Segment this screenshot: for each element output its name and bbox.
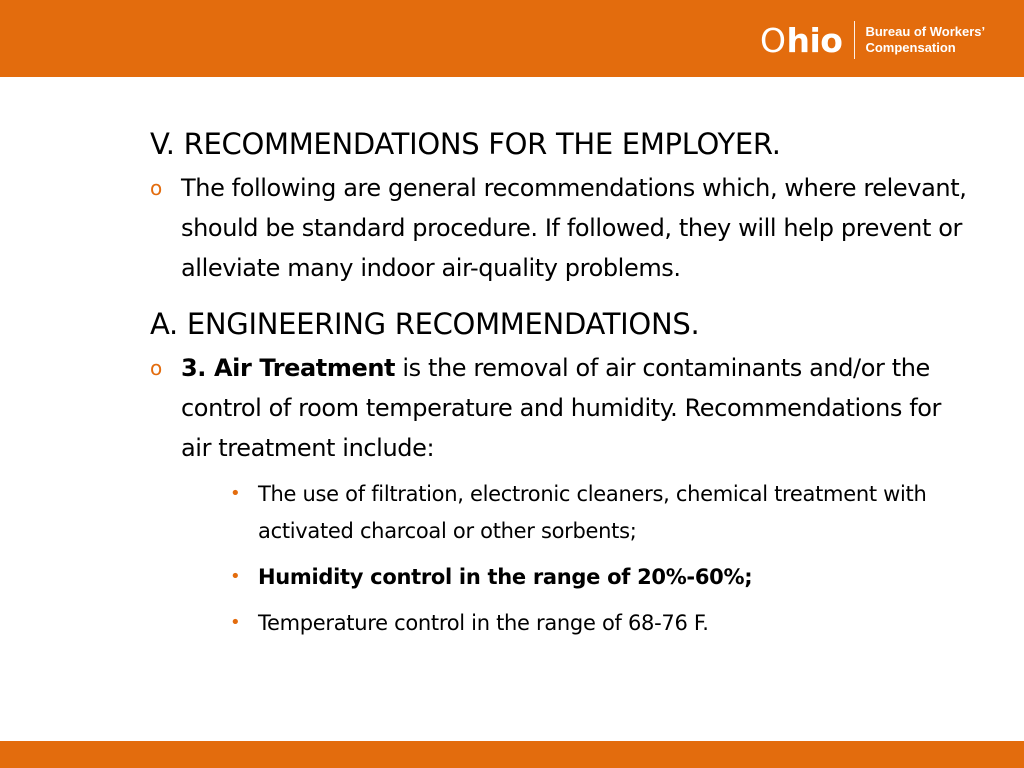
footer-band <box>0 741 1024 768</box>
air-treatment-text: is the removal of air contaminants and/or the control of room temperature and humidity. Recommendations for air treatment include: <box>181 354 942 462</box>
logo-divider <box>854 21 855 59</box>
air-treatment-paragraph <box>150 348 970 468</box>
agency-name-line1: Bureau of Workers’ <box>865 24 986 39</box>
header-band <box>0 0 1024 77</box>
agency-name-line2: Compensation <box>865 40 956 55</box>
ohio-wordmark-rest: hio <box>786 20 843 60</box>
air-treatment-lead: 3. Air Treatment <box>181 354 396 382</box>
dot-bullet-icon: • <box>230 566 241 587</box>
slide-content <box>150 118 970 651</box>
list-item-text: Humidity control in the range of 20%-60%; <box>258 565 753 589</box>
ohio-bwc-logo <box>760 20 985 60</box>
list-item-text: Temperature control in the range of 68-76 F. <box>258 611 709 635</box>
circle-bullet-icon: o <box>150 176 162 200</box>
list-item <box>227 476 970 550</box>
dot-bullet-icon: • <box>230 483 241 504</box>
ohio-wordmark <box>760 20 843 60</box>
ohio-wordmark-o: O <box>760 20 786 60</box>
dot-bullet-icon: • <box>230 612 241 633</box>
agency-name <box>865 24 985 56</box>
section-heading-a: A. ENGINEERING RECOMMENDATIONS. <box>150 307 700 341</box>
list-item <box>227 605 970 642</box>
circle-bullet-icon: o <box>150 356 162 380</box>
list-item-text: The use of filtration, electronic cleaners, chemical treatment with activated charcoal or other sorbents; <box>258 482 927 543</box>
intro-paragraph <box>150 168 970 288</box>
section-heading-v: V. RECOMMENDATIONS FOR THE EMPLOYER. <box>150 127 781 161</box>
recommendation-list <box>150 476 970 642</box>
list-item <box>227 559 970 596</box>
intro-paragraph-text: The following are general recommendations which, where relevant, should be standard procedure. If followed, they will help prevent or alleviate many indoor air-quality problems. <box>181 174 967 282</box>
